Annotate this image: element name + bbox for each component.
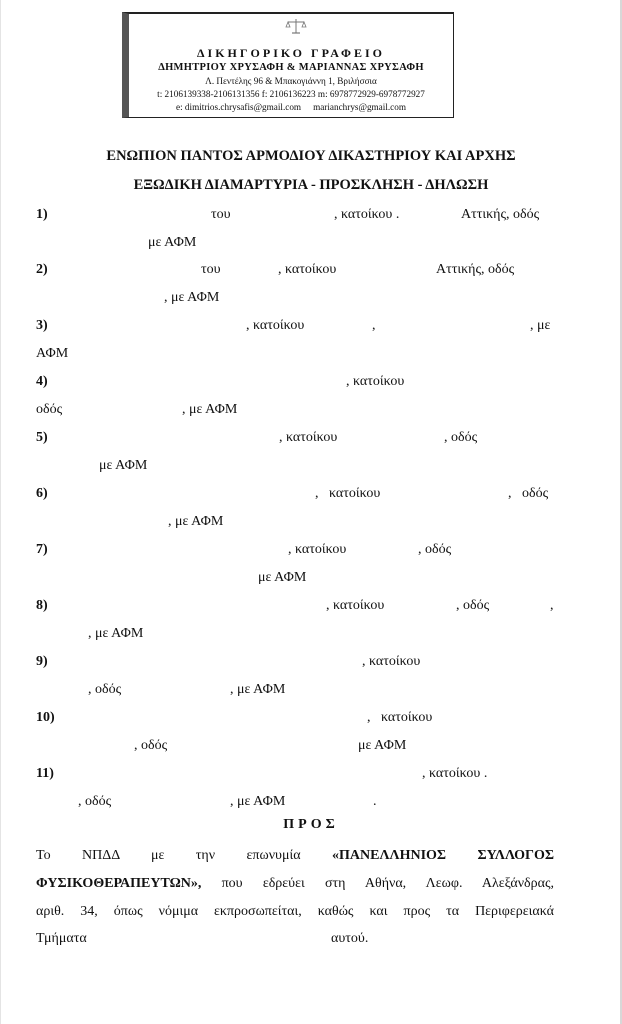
party-6-odos: , οδός <box>508 486 549 501</box>
letterhead-office: ΔΙΚΗΓΟΡΙΚΟ ΓΡΑΦΕΙΟ <box>197 46 385 60</box>
party-3-afm: ΑΦΜ <box>36 346 69 361</box>
letterhead-email-2: marianchrys@gmail.com <box>313 102 406 112</box>
party-2-tou: του <box>201 262 221 277</box>
party-3-number: 3) <box>36 318 48 333</box>
paragraph-line-2 <box>36 870 554 898</box>
party-1-attikis: Αττικής, οδός <box>461 207 540 222</box>
party-11-afm: , με ΑΦΜ <box>230 794 286 809</box>
party-7-number: 7) <box>36 542 48 557</box>
letterhead-email-1: e: dimitrios.chrysafis@gmail.com <box>176 102 302 112</box>
party-1-tou: του <box>211 207 231 222</box>
party-4-katoikou: , κατοίκου <box>346 374 405 389</box>
pros-heading: ΠΡΟΣ <box>283 817 339 832</box>
party-5-katoikou: , κατοίκου <box>279 430 338 445</box>
party-10-katoikou: , κατοίκου <box>367 710 433 725</box>
party-9-odos: , οδός <box>88 682 122 697</box>
party-4-number: 4) <box>36 374 48 389</box>
party-10-afm: με ΑΦΜ <box>358 738 407 753</box>
party-3-me: , με <box>530 318 551 333</box>
letterhead-phones: t: 2106139338-2106131356 f: 2106136223 m: 6978772929-6978772927 <box>157 89 425 99</box>
party-4-odos: οδός <box>36 402 63 417</box>
party-10-number: 10) <box>36 710 55 725</box>
party-10-odos: , οδός <box>134 738 168 753</box>
party-11-odos: , οδός <box>78 794 112 809</box>
heading-title: ΕΞΩΔΙΚΗ ΔΙΑΜΑΡΤΥΡΙΑ - ΠΡΟΣΚΛΗΣΗ - ΔΗΛΩΣΗ <box>133 177 489 193</box>
party-11-katoikou: , κατοίκου . <box>422 766 488 781</box>
party-7-afm: με ΑΦΜ <box>258 570 307 585</box>
paragraph-line-2-a: ΦΥΣΙΚΟΘΕΡΑΠΕΥΤΩΝ», <box>36 876 202 891</box>
party-7-odos: , οδός <box>418 542 452 557</box>
party-8-comma: , <box>550 598 554 613</box>
scales-of-justice-icon <box>285 17 307 35</box>
paragraph-line-1-a: Το ΝΠΔΔ με την επωνυμία <box>36 848 301 863</box>
party-11-number: 11) <box>36 766 54 781</box>
party-1-afm: με ΑΦΜ <box>148 235 197 250</box>
paragraph-line-4-a: Τμήματα <box>36 931 87 946</box>
letterhead-emails <box>129 102 453 112</box>
party-11-dot: . <box>373 794 377 809</box>
party-8-afm: , με ΑΦΜ <box>88 626 144 641</box>
party-7-katoikou: , κατοίκου <box>288 542 347 557</box>
party-1-katoikou: , κατοίκου . <box>334 207 400 222</box>
heading-court: ΕΝΩΠΙΟΝ ΠΑΝΤΟΣ ΑΡΜΟΔΙΟΥ ΔΙΚΑΣΤΗΡΙΟΥ ΚΑΙ ΑΡΧΗΣ <box>106 148 516 164</box>
party-3-katoikou: , κατοίκου <box>246 318 305 333</box>
party-1-number: 1) <box>36 207 48 222</box>
letterhead-address: Λ. Πεντέλης 96 & Μπακογιάννη 1, Βριλήσσια <box>205 76 377 86</box>
party-3-comma: , <box>372 318 376 333</box>
party-9-number: 9) <box>36 654 48 669</box>
party-2-attikis: Αττικής, οδός <box>436 262 515 277</box>
paragraph-line-3: αριθ. 34, όπως νόμιμα εκπροσωπείται, καθώς και προς τα Περιφερειακά <box>36 904 554 919</box>
party-8-odos: , οδός <box>456 598 490 613</box>
party-8-number: 8) <box>36 598 48 613</box>
paragraph-line-1-b: «ΠΑΝΕΛΛΗΝΙΟΣ ΣΥΛΛΟΓΟΣ <box>332 848 555 863</box>
party-5-afm: με ΑΦΜ <box>99 458 148 473</box>
party-2-afm: , με ΑΦΜ <box>164 290 220 305</box>
party-6-katoikou: , κατοίκου <box>315 486 381 501</box>
party-5-number: 5) <box>36 430 48 445</box>
party-8-katoikou: , κατοίκου <box>326 598 385 613</box>
paragraph-line-1 <box>36 842 554 870</box>
party-9-katoikou: , κατοίκου <box>362 654 421 669</box>
letterhead-names: ΔΗΜΗΤΡΙΟΥ ΧΡΥΣΑΦΗ & ΜΑΡΙΑΝΝΑΣ ΧΡΥΣΑΦΗ <box>158 62 424 73</box>
party-2-number: 2) <box>36 262 48 277</box>
party-6-number: 6) <box>36 486 48 501</box>
party-9-afm: , με ΑΦΜ <box>230 682 286 697</box>
party-2-katoikou: , κατοίκου <box>278 262 337 277</box>
party-6-afm: , με ΑΦΜ <box>168 514 224 529</box>
paragraph-line-4-b: αυτού. <box>331 931 369 946</box>
party-4-afm: , με ΑΦΜ <box>182 402 238 417</box>
party-5-odos: , οδός <box>444 430 478 445</box>
paragraph-line-2-b: που εδρεύει στη Αθήνα, Λεωφ. Αλεξάνδρας, <box>221 876 554 891</box>
letterhead <box>122 12 454 118</box>
